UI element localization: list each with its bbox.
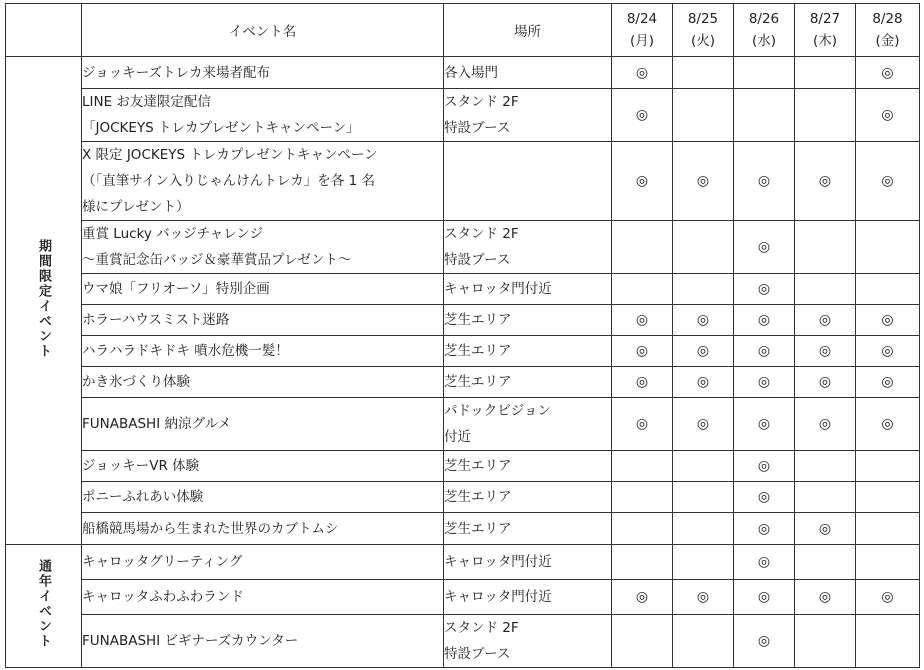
event-name-cell [82, 221, 444, 274]
event-place-cell [444, 367, 612, 398]
scheduled-mark: ◎ [757, 458, 771, 474]
schedule-cell-day-3 [734, 398, 795, 451]
header-date-label: 8/24 [626, 11, 658, 27]
schedule-cell-day-5 [856, 142, 920, 221]
event-place-cell [444, 615, 612, 668]
schedule-cell-day-1 [612, 57, 673, 89]
table-row [6, 221, 920, 274]
schedule-cell-day-3 [734, 482, 795, 513]
scheduled-mark: ◎ [757, 239, 771, 255]
header-date-3 [734, 4, 795, 57]
event-name-cell [82, 142, 444, 221]
event-place-line: スタンド 2F [444, 226, 519, 242]
schedule-cell-day-5 [856, 513, 920, 545]
event-place-line: 芝生エリア [444, 520, 512, 537]
scheduled-mark: ◎ [696, 589, 710, 605]
event-name-line: 様にプレゼント） [82, 199, 190, 215]
event-place-cell [444, 451, 612, 482]
event-name-line: X 限定 JOCKEYS トレカプレゼントキャンペーン [82, 147, 378, 163]
scheduled-mark: ◎ [818, 589, 832, 605]
event-name-line: 重賞 Lucky バッジチャレンジ [82, 226, 264, 242]
scheduled-mark: ◎ [818, 416, 832, 432]
schedule-cell-day-4 [795, 305, 856, 336]
table-row [6, 89, 920, 142]
event-place-cell [444, 142, 612, 221]
table-row [6, 545, 920, 580]
event-name-line: ホラーハウスミスト迷路 [82, 312, 230, 328]
schedule-cell-day-1 [612, 580, 673, 615]
event-name-line: FUNABASHI ビギナーズカウンター [82, 633, 299, 649]
scheduled-mark: ◎ [757, 554, 771, 570]
header-date-label: 8/26 [748, 11, 780, 27]
schedule-cell-day-2 [673, 398, 734, 451]
schedule-cell-day-1 [612, 367, 673, 398]
header-date-2 [673, 4, 734, 57]
event-name-line: ポニーふれあい体験 [82, 489, 204, 505]
scheduled-mark: ◎ [881, 416, 894, 432]
event-place-cell [444, 274, 612, 305]
header-date-label: 8/25 [687, 11, 719, 27]
table-row [6, 615, 920, 668]
table-row [6, 274, 920, 305]
event-place-line: スタンド 2F [444, 94, 519, 110]
schedule-cell-day-5 [856, 482, 920, 513]
schedule-cell-day-4 [795, 221, 856, 274]
scheduled-mark: ◎ [635, 374, 649, 390]
event-place-cell [444, 545, 612, 580]
event-name-cell [82, 482, 444, 513]
header-date-1 [612, 4, 673, 57]
scheduled-mark: ◎ [881, 173, 894, 189]
schedule-cell-day-1 [612, 513, 673, 545]
scheduled-mark: ◎ [696, 374, 710, 390]
header-date-5 [856, 4, 920, 57]
schedule-cell-day-2 [673, 615, 734, 668]
event-place-cell [444, 89, 612, 142]
schedule-cell-day-2 [673, 305, 734, 336]
schedule-cell-day-2 [673, 482, 734, 513]
schedule-cell-day-3 [734, 615, 795, 668]
event-place-cell [444, 57, 612, 89]
schedule-cell-day-3 [734, 336, 795, 367]
schedule-cell-day-5 [856, 580, 920, 615]
scheduled-mark: ◎ [818, 173, 832, 189]
scheduled-mark: ◎ [818, 374, 832, 390]
event-name-line: ウマ娘「フリオーソ」特別企画 [82, 281, 270, 297]
schedule-cell-day-1 [612, 451, 673, 482]
header-day-label: (金) [875, 33, 900, 49]
event-name-cell [82, 305, 444, 336]
event-schedule-table [5, 3, 920, 668]
schedule-cell-day-5 [856, 305, 920, 336]
scheduled-mark: ◎ [757, 416, 771, 432]
event-name-cell [82, 89, 444, 142]
event-place-line: 芝生エリア [444, 343, 512, 359]
schedule-cell-day-5 [856, 336, 920, 367]
event-place-line: 各入場門 [444, 64, 498, 81]
scheduled-mark: ◎ [757, 374, 771, 390]
section-label-cell [6, 545, 82, 668]
event-name-cell [82, 545, 444, 580]
scheduled-mark: ◎ [757, 173, 771, 189]
event-name-cell [82, 580, 444, 615]
scheduled-mark: ◎ [635, 589, 649, 605]
event-name-line: 「JOCKEYS トレカプレゼントキャンペーン」 [82, 120, 360, 136]
scheduled-mark: ◎ [757, 520, 771, 537]
header-row [6, 4, 920, 57]
scheduled-mark: ◎ [635, 107, 649, 123]
schedule-cell-day-5 [856, 57, 920, 89]
event-place-cell [444, 221, 612, 274]
event-place-line: パドックビジョン [444, 403, 551, 419]
event-name-line: （「直筆サイン入りじゃんけんトレカ」を各 1 名 [82, 173, 375, 189]
schedule-cell-day-3 [734, 513, 795, 545]
event-name-line: ～重賞記念缶バッジ＆豪華賞品プレゼント～ [82, 252, 352, 268]
table-row [6, 398, 920, 451]
schedule-cell-day-1 [612, 221, 673, 274]
schedule-cell-day-5 [856, 545, 920, 580]
section-label-cell [6, 57, 82, 545]
event-name-cell [82, 451, 444, 482]
event-place-line: スタンド 2F [444, 620, 519, 636]
table-row [6, 57, 920, 89]
schedule-cell-day-5 [856, 89, 920, 142]
event-place-cell [444, 580, 612, 615]
schedule-cell-day-1 [612, 482, 673, 513]
scheduled-mark: ◎ [881, 107, 894, 123]
schedule-cell-day-4 [795, 545, 856, 580]
event-place-cell [444, 305, 612, 336]
schedule-cell-day-1 [612, 615, 673, 668]
schedule-cell-day-3 [734, 142, 795, 221]
event-name-cell [82, 615, 444, 668]
schedule-cell-day-1 [612, 305, 673, 336]
schedule-cell-day-1 [612, 89, 673, 142]
schedule-cell-day-4 [795, 615, 856, 668]
event-name-cell [82, 57, 444, 89]
schedule-cell-day-3 [734, 545, 795, 580]
event-place-line: キャロッタ門付近 [444, 554, 552, 570]
event-place-cell [444, 482, 612, 513]
schedule-cell-day-5 [856, 451, 920, 482]
schedule-cell-day-4 [795, 89, 856, 142]
event-name-cell [82, 274, 444, 305]
schedule-cell-day-2 [673, 451, 734, 482]
schedule-cell-day-5 [856, 221, 920, 274]
scheduled-mark: ◎ [818, 520, 832, 537]
scheduled-mark: ◎ [881, 374, 894, 390]
event-place-line: 付近 [444, 429, 471, 445]
schedule-cell-day-4 [795, 57, 856, 89]
schedule-cell-day-2 [673, 336, 734, 367]
event-name-line: FUNABASHI 納涼グルメ [82, 416, 232, 432]
schedule-cell-day-3 [734, 305, 795, 336]
schedule-cell-day-1 [612, 274, 673, 305]
header-blank-cell [6, 4, 82, 57]
header-day-label: (月) [629, 33, 655, 49]
schedule-cell-day-5 [856, 367, 920, 398]
event-place-line: 芝生エリア [444, 489, 512, 505]
scheduled-mark: ◎ [881, 589, 894, 605]
table-row [6, 142, 920, 221]
event-place-line: 特設ブース [444, 646, 511, 662]
schedule-cell-day-5 [856, 615, 920, 668]
schedule-cell-day-4 [795, 142, 856, 221]
table-row [6, 305, 920, 336]
schedule-cell-day-4 [795, 367, 856, 398]
schedule-cell-day-3 [734, 221, 795, 274]
schedule-cell-day-2 [673, 274, 734, 305]
schedule-cell-day-1 [612, 336, 673, 367]
schedule-cell-day-2 [673, 57, 734, 89]
scheduled-mark: ◎ [696, 173, 710, 189]
header-place: 場所 [444, 4, 612, 57]
schedule-cell-day-2 [673, 89, 734, 142]
header-date-4 [795, 4, 856, 57]
schedule-cell-day-4 [795, 336, 856, 367]
scheduled-mark: ◎ [696, 416, 710, 432]
scheduled-mark: ◎ [635, 416, 649, 432]
schedule-cell-day-3 [734, 580, 795, 615]
table-row [6, 482, 920, 513]
schedule-cell-day-2 [673, 367, 734, 398]
header-day-label: (水) [751, 33, 777, 49]
schedule-cell-day-2 [673, 221, 734, 274]
scheduled-mark: ◎ [696, 312, 710, 328]
header-date-label: 8/28 [872, 11, 903, 27]
table-row [6, 513, 920, 545]
event-name-line: キャロッタふわふわランド [82, 589, 244, 605]
scheduled-mark: ◎ [757, 281, 771, 297]
event-name-line: かき氷づくり体験 [82, 374, 190, 390]
event-name-cell [82, 513, 444, 545]
schedule-cell-day-4 [795, 482, 856, 513]
schedule-cell-day-2 [673, 545, 734, 580]
event-place-line: 特設ブース [444, 120, 511, 136]
scheduled-mark: ◎ [818, 343, 832, 359]
event-place-cell [444, 398, 612, 451]
section-label: 通年イベント [36, 559, 51, 649]
event-place-cell [444, 513, 612, 545]
event-name-cell [82, 367, 444, 398]
schedule-cell-day-3 [734, 274, 795, 305]
schedule-cell-day-3 [734, 89, 795, 142]
scheduled-mark: ◎ [881, 343, 894, 359]
schedule-cell-day-2 [673, 142, 734, 221]
table-row [6, 580, 920, 615]
schedule-cell-day-4 [795, 451, 856, 482]
schedule-cell-day-2 [673, 513, 734, 545]
event-name-cell [82, 336, 444, 367]
schedule-cell-day-3 [734, 57, 795, 89]
schedule-cell-day-1 [612, 398, 673, 451]
event-place-cell [444, 336, 612, 367]
header-date-label: 8/27 [809, 11, 841, 27]
schedule-cell-day-5 [856, 398, 920, 451]
scheduled-mark: ◎ [757, 589, 771, 605]
schedule-cell-day-3 [734, 367, 795, 398]
schedule-cell-day-4 [795, 580, 856, 615]
event-place-line: 芝生エリア [444, 458, 512, 474]
event-place-line: キャロッタ門付近 [444, 281, 552, 297]
event-name-cell [82, 398, 444, 451]
scheduled-mark: ◎ [881, 64, 894, 81]
scheduled-mark: ◎ [635, 173, 649, 189]
scheduled-mark: ◎ [635, 64, 649, 81]
event-name-line: キャロッタグリーティング [82, 554, 243, 570]
section-label: 期間限定イベント [36, 238, 51, 359]
scheduled-mark: ◎ [818, 312, 832, 328]
event-place-line: 芝生エリア [444, 312, 512, 328]
event-name-line: LINE お友達限定配信 [82, 94, 211, 110]
table-row [6, 336, 920, 367]
schedule-cell-day-3 [734, 451, 795, 482]
schedule-cell-day-1 [612, 142, 673, 221]
schedule-cell-day-4 [795, 513, 856, 545]
event-name-line: ハラハラドキドキ 噴水危機一髪！ [82, 343, 289, 359]
table-row [6, 451, 920, 482]
scheduled-mark: ◎ [757, 489, 771, 505]
header-day-label: (木) [812, 33, 838, 49]
event-name-line: ジョッキーVR 体験 [82, 458, 200, 474]
scheduled-mark: ◎ [881, 312, 894, 328]
scheduled-mark: ◎ [757, 312, 771, 328]
event-place-line: 芝生エリア [444, 374, 512, 390]
schedule-cell-day-5 [856, 274, 920, 305]
table-row [6, 367, 920, 398]
scheduled-mark: ◎ [635, 312, 649, 328]
schedule-cell-day-4 [795, 398, 856, 451]
schedule-cell-day-4 [795, 274, 856, 305]
scheduled-mark: ◎ [696, 343, 710, 359]
header-event-name: イベント名 [82, 4, 444, 57]
header-day-label: (火) [690, 33, 716, 49]
schedule-cell-day-2 [673, 580, 734, 615]
scheduled-mark: ◎ [757, 343, 771, 359]
event-name-line: ジョッキーズトレカ来場者配布 [82, 64, 271, 81]
event-name-line: 船橋競馬場から生まれた世界のカブトムシ [82, 520, 339, 537]
scheduled-mark: ◎ [757, 633, 771, 649]
event-place-line: キャロッタ門付近 [444, 589, 552, 605]
scheduled-mark: ◎ [635, 343, 649, 359]
schedule-cell-day-1 [612, 545, 673, 580]
event-place-line: 特設ブース [444, 252, 511, 268]
